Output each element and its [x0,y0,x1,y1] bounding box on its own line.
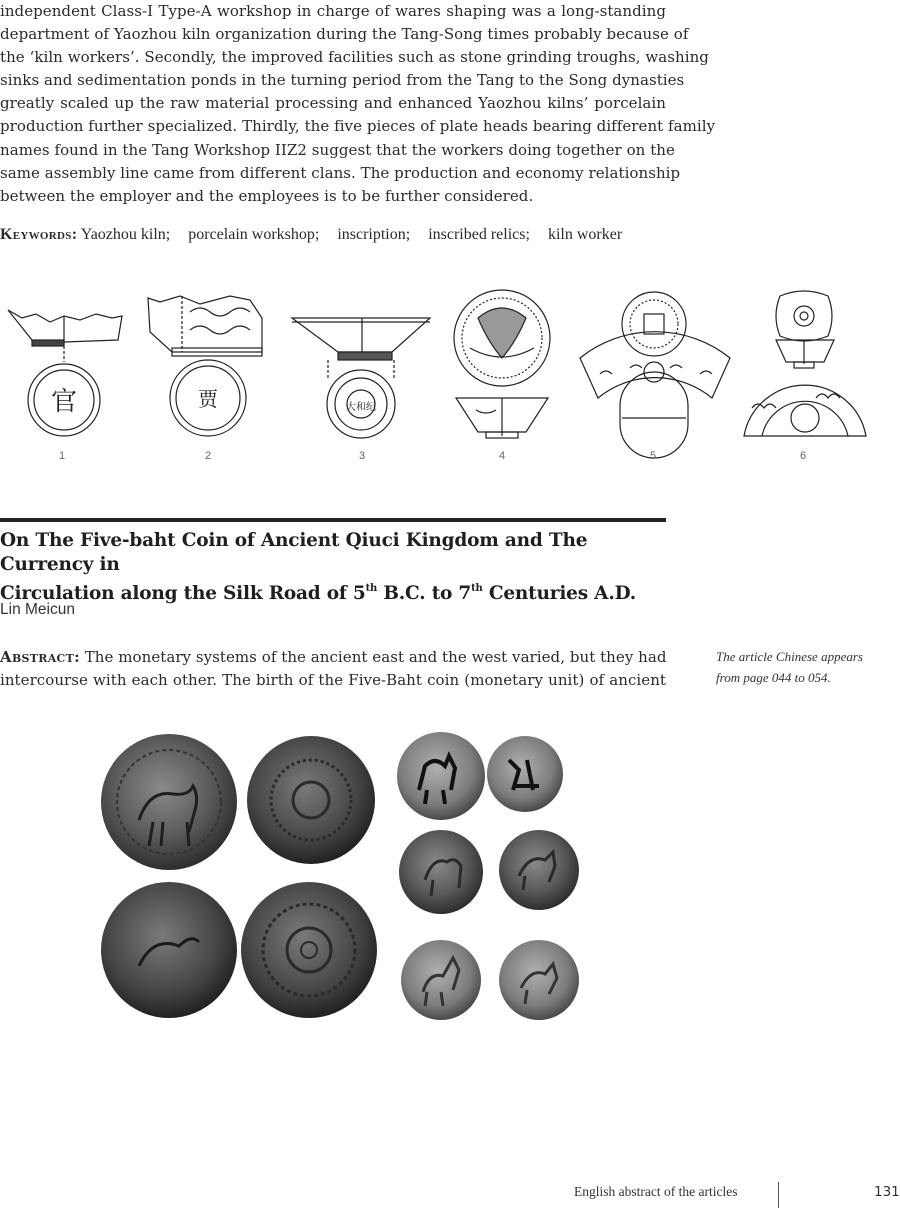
figure-number: 5 [650,450,657,462]
keyword: Yaozhou kiln; [80,226,171,243]
intro-line: production further specialized. Thirdly, the five pieces of plate heads bearing different family [0,117,716,136]
keyword: kiln worker [547,226,623,243]
intro-paragraph [0,0,716,208]
figure-2-glyph: 贾 [198,387,218,411]
figure-4-drawing [454,290,550,438]
figure-3-drawing [292,318,430,438]
footer-divider [778,1182,779,1208]
figure-number: 2 [205,450,212,462]
figure-1-drawing [8,310,122,436]
coins-photo [95,730,595,1030]
title-line-1: On The Five-baht Coin of Ancient Qiuci Kingdom and The Currency in [0,530,588,575]
small-coin [499,940,579,1020]
figure-number: 1 [59,450,66,462]
figure-number: 6 [800,450,807,462]
figure-number: 4 [499,450,506,462]
intro-line: department of Yaozhou kiln organization during the Tang-Song times probably because of [0,25,689,44]
small-coin [487,736,563,812]
title-superscript: th [471,583,483,594]
keywords-line [0,226,666,244]
side-note [716,646,886,688]
large-coin [101,882,237,1018]
intro-line: the ‘kiln workers’. Secondly, the improved facilities such as stone grinding troughs, washing [0,48,709,67]
title-line-2-mid: B.C. to 7 [377,583,472,604]
keywords-label: Keywords: [0,226,78,243]
abstract-text: The monetary systems of the ancient east and the west varied, but they had [79,648,667,666]
figure-2-drawing [148,296,262,436]
abstract-line [0,646,666,669]
intro-line: same assembly line came from different clans. The production and economy relationship [0,163,681,182]
large-coin [247,736,375,864]
figure-number: 3 [359,450,366,462]
intro-line: names found in the Tang Workshop IIZ2 suggest that the workers doing together on the [0,140,675,159]
kiln-relic-drawings [0,278,900,478]
article-title [0,529,666,606]
large-coin [241,882,377,1018]
section-divider [0,518,666,522]
abstract-line: intercourse with each other. The birth of the Five-Baht coin (monetary unit) of ancient [0,671,666,689]
abstract-paragraph [0,646,666,692]
title-line-2-end: Centuries A.D. [482,583,636,604]
intro-line: sinks and sedimentation ponds in the turning period from the Tang to the Song dynasties [0,71,685,90]
small-coin [499,830,579,910]
abstract-label: Abstract: [0,648,80,666]
page-number: 131 [874,1184,900,1200]
intro-line: greatly scaled up the raw material processing and enhanced Yaozhou kilns’ porcelain [0,94,666,113]
side-note-line: The article Chinese appears [716,649,863,664]
figure-6-drawing [744,291,866,436]
large-coin [101,734,237,870]
title-line-2: Circulation along the Silk Road of 5 [0,583,366,604]
small-coin [397,732,485,820]
small-coin [401,940,481,1020]
intro-line: independent Class-I Type-A workshop in charge of wares shaping was a long-standing [0,2,666,20]
keyword: porcelain workshop; [188,226,320,243]
intro-line: between the employer and the employees is to be further considered. [0,186,534,205]
figure-5-drawing [580,292,730,458]
title-superscript: th [365,583,378,594]
side-note-line: from page 044 to 054. [716,670,831,685]
running-footer: English abstract of the articles [574,1184,738,1199]
figure-3-glyph: 大和纪 [346,402,376,413]
figure-1-glyph: 官 [50,387,78,417]
keyword: inscribed relics; [428,226,530,243]
article-author: Lin Meicun [0,601,75,618]
small-coin [399,830,483,914]
keyword: inscription; [337,226,411,243]
